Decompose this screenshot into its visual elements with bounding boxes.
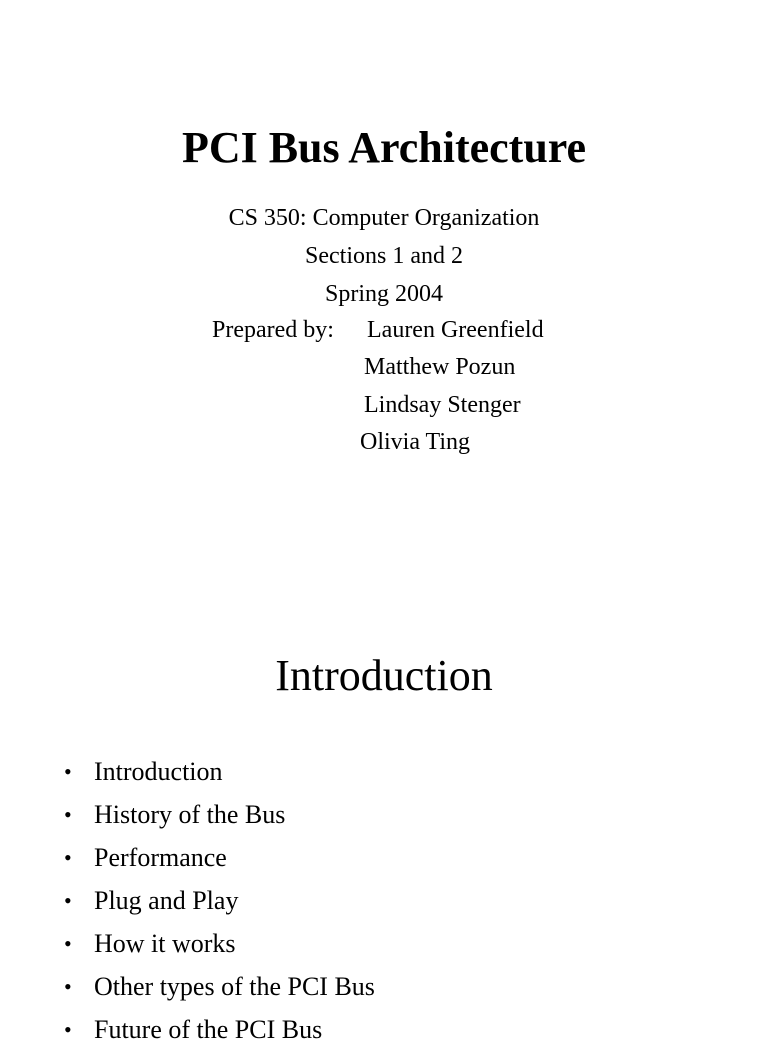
sections-text: Sections 1 and 2 — [305, 243, 463, 269]
list-item-text: Plug and Play — [94, 886, 239, 915]
author-name: Lindsay Stenger — [364, 392, 521, 418]
bullet-icon: • — [64, 845, 72, 870]
author-name: Olivia Ting — [360, 429, 471, 455]
bullet-list — [62, 750, 375, 1051]
list-item-text: How it works — [94, 929, 236, 958]
bullet-icon: • — [64, 974, 72, 999]
list-item-text: History of the Bus — [94, 800, 286, 829]
list-item-text: Introduction — [94, 757, 223, 786]
list-item — [62, 836, 375, 879]
course-name: CS 350: Computer Organization — [228, 205, 540, 231]
list-item — [62, 793, 375, 836]
slide-title: Introduction — [275, 651, 493, 700]
bullet-icon: • — [64, 1017, 72, 1042]
list-item — [62, 1008, 375, 1051]
list-item — [62, 965, 375, 1008]
bullet-icon: • — [64, 888, 72, 913]
bullet-icon: • — [64, 802, 72, 827]
list-item — [62, 750, 375, 793]
title-slide — [0, 0, 768, 512]
list-item-text: Other types of the PCI Bus — [94, 972, 375, 1001]
list-item-text: Performance — [94, 843, 227, 872]
introduction-slide — [0, 512, 768, 1044]
bullet-icon: • — [64, 759, 72, 784]
author-name: Lauren Greenfield — [367, 317, 544, 343]
bullet-icon: • — [64, 931, 72, 956]
author-name: Matthew Pozun — [364, 354, 516, 380]
list-item — [62, 922, 375, 965]
slide-title: PCI Bus Architecture — [181, 123, 587, 172]
term-text: Spring 2004 — [324, 281, 443, 307]
prepared-by-label: Prepared by: — [212, 317, 334, 343]
list-item — [62, 879, 375, 922]
list-item-text: Future of the PCI Bus — [94, 1015, 323, 1044]
